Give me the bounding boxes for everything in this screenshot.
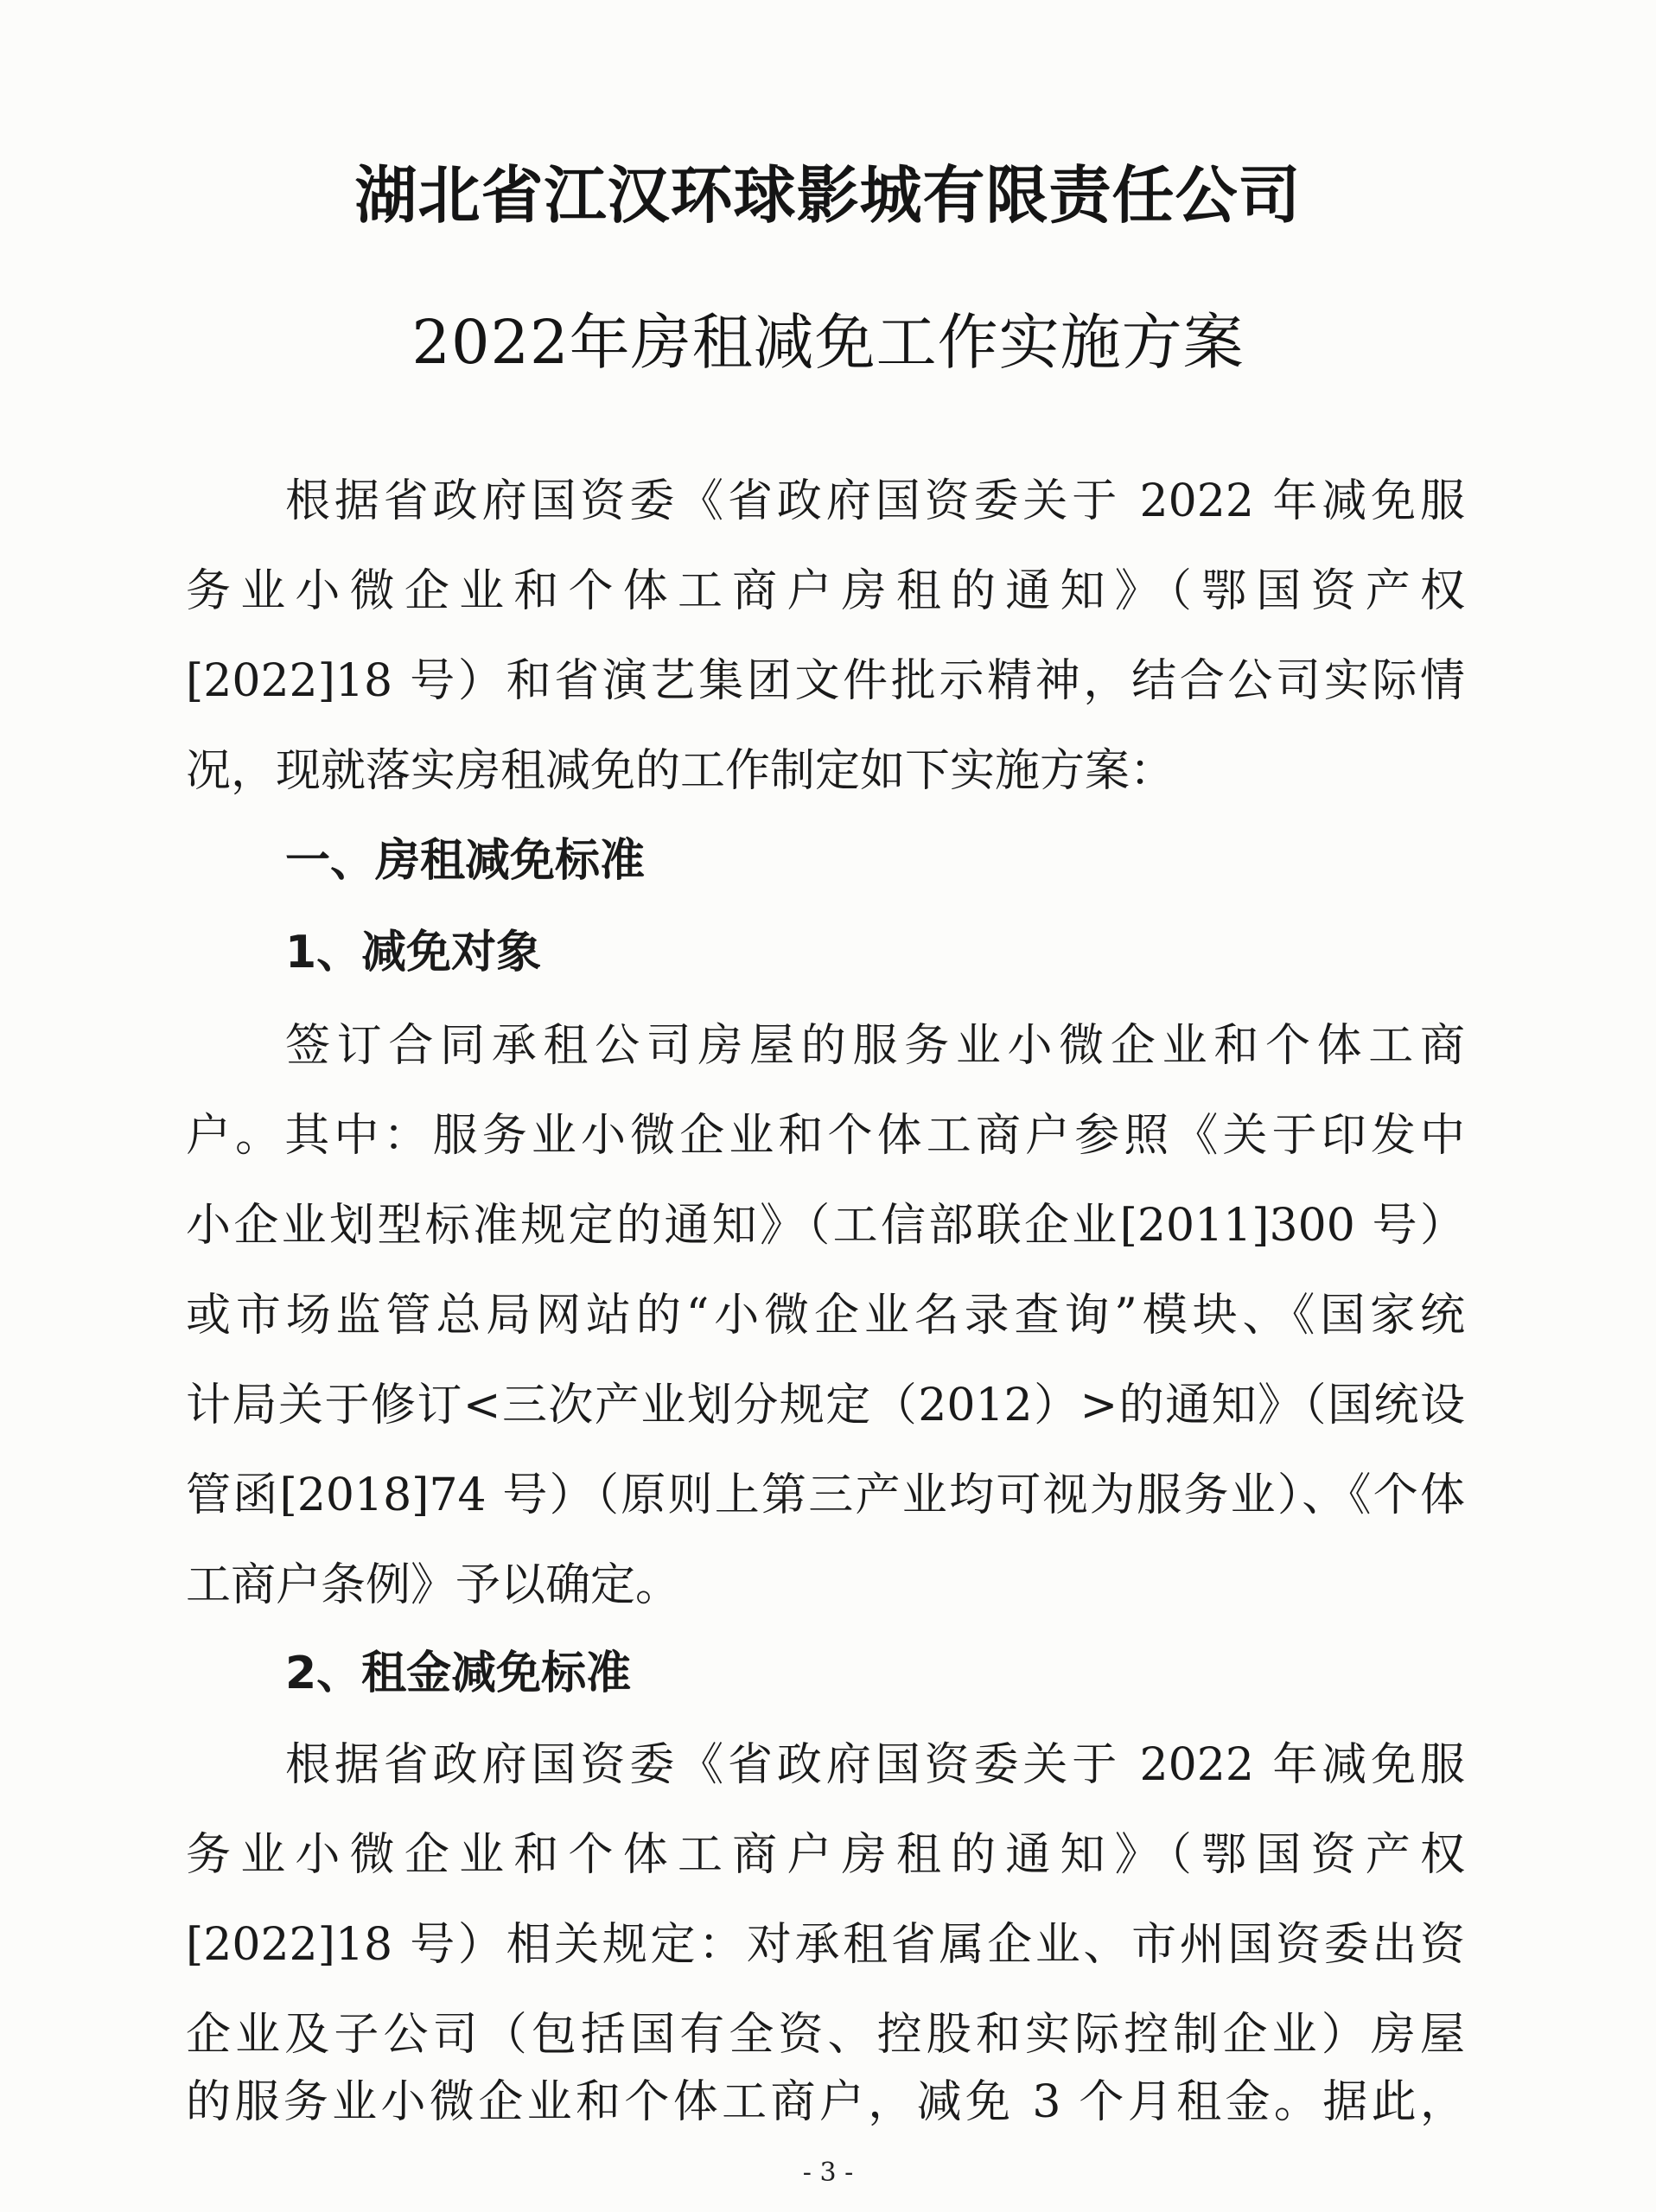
document-title-line1: 湖北省江汉环球影城有限责任公司 [354,158,1302,232]
sub1-line-6: 管函[2018]74 号）（原则上第三产业均可视为服务业）、《个体 [186,1469,1465,1521]
sub1-line-2: 户。其中：服务业小微企业和个体工商户参照《关于印发中 [186,1110,1465,1162]
sub2-line-2: 务业小微企业和个体工商户房租的通知》（鄂国资产权 [186,1829,1465,1881]
sub1-line-4: 或市场监管总局网站的“小微企业名录查询”模块、《国家统 [186,1290,1465,1342]
intro-line-3: [2022]18 号）和省演艺集团文件批示精神，结合公司实际情 [186,655,1465,707]
subsection-heading-1: 1、减免对象 [285,927,542,979]
intro-line-4: 况，现就落实房租减免的工作制定如下实施方案： [186,745,1175,797]
sub2-line-5: 的服务业小微企业和个体工商户，减免 3 个月租金。据此， [186,2076,1465,2128]
document-title-line2: 2022年房租减免工作实施方案 [411,307,1245,378]
sub2-line-3: [2022]18 号）相关规定：对承租省属企业、市州国资委出资 [186,1919,1465,1971]
intro-line-2: 务业小微企业和个体工商户房租的通知》（鄂国资产权 [186,565,1465,617]
page-number: - 3 - [802,2158,854,2188]
section-heading-1: 一、房租减免标准 [285,835,646,887]
sub2-line-4: 企业及子公司（包括国有全资、控股和实际控制企业）房屋 [186,2009,1465,2061]
subsection-heading-2: 2、租金减免标准 [285,1648,632,1699]
sub1-line-3: 小企业划型标准规定的通知》（工信部联企业[2011]300 号） [186,1200,1465,1252]
sub1-line-1: 签订合同承租公司房屋的服务业小微企业和个体工商 [285,1020,1465,1072]
sub1-line-7: 工商户条例》予以确定。 [186,1559,681,1611]
intro-line-1: 根据省政府国资委《省政府国资委关于 2022 年减免服 [285,475,1465,527]
sub1-line-5: 计局关于修订<三次产业划分规定（2012）>的通知》（国统设 [186,1380,1465,1431]
sub2-line-1: 根据省政府国资委《省政府国资委关于 2022 年减免服 [285,1739,1465,1791]
